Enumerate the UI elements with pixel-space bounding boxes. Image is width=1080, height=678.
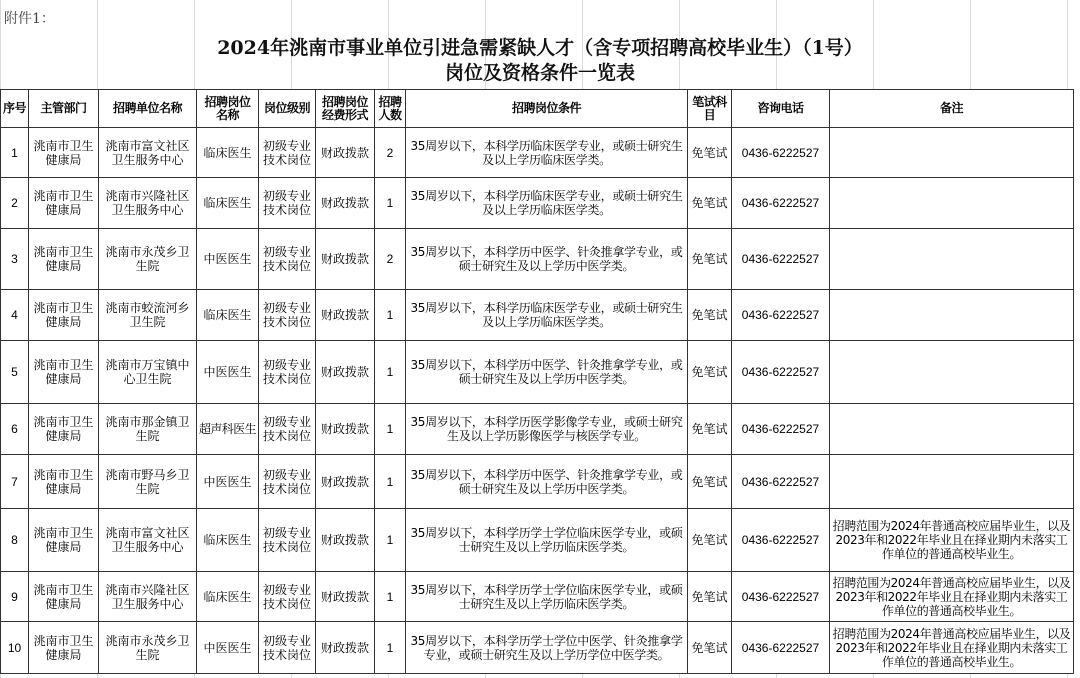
cell-count[interactable]: 1 [375,455,406,509]
cell-no[interactable]: 4 [1,290,29,341]
cell-notes[interactable] [830,178,1074,229]
header-fund[interactable]: 招聘岗位经费形式 [316,90,375,128]
cell-exam[interactable]: 免笔试 [688,622,732,674]
header-unit[interactable]: 招聘单位名称 [99,90,197,128]
cell-phone[interactable]: 0436-6222527 [732,572,830,622]
cell-conditions[interactable]: 35周岁以下，本科学历医学影像学专业，或硕士研究生及以上学历影像医学与核医学专业。 [406,404,688,455]
cell-fund[interactable]: 财政拨款 [316,455,375,509]
cell-notes[interactable] [830,341,1074,404]
cell-post[interactable]: 临床医生 [197,290,259,341]
cell-conditions[interactable]: 35周岁以下，本科学历中医学、针灸推拿学专业，或硕士研究生及以上学历中医学类。 [406,229,688,290]
cell-level[interactable]: 初级专业技术岗位 [259,404,316,455]
cell-dept[interactable]: 洮南市卫生健康局 [29,455,99,509]
cell-notes[interactable]: 招聘范围为2024年普通高校应届毕业生，以及2023年和2022年毕业且在择业期内未落实工作单位的普通高校毕业生。 [830,622,1074,674]
table-row [1,622,1074,674]
cell-fund[interactable]: 财政拨款 [316,290,375,341]
cell-notes[interactable]: 招聘范围为2024年普通高校应届毕业生，以及2023年和2022年毕业且在择业期内未落实工作单位的普通高校毕业生。 [830,572,1074,622]
cell-no[interactable]: 3 [1,229,29,290]
header-conditions[interactable]: 招聘岗位条件 [406,90,688,128]
header-exam[interactable]: 笔试科目 [688,90,732,128]
cell-no[interactable]: 1 [1,128,29,178]
cell-conditions[interactable]: 35周岁以下，本科学历中医学、针灸推拿学专业，或硕士研究生及以上学历中医学类。 [406,341,688,404]
cell-exam[interactable]: 免笔试 [688,290,732,341]
cell-post[interactable]: 中医医生 [197,341,259,404]
table-row [1,290,1074,341]
cell-unit[interactable]: 洮南市富文社区卫生服务中心 [99,128,197,178]
cell-post[interactable]: 临床医生 [197,128,259,178]
cell-phone[interactable]: 0436-6222527 [732,509,830,572]
cell-conditions[interactable]: 35周岁以下，本科学历学士学位中医学、针灸推拿学专业，或硕士研究生及以上学历学位中医学类。 [406,622,688,674]
cell-fund[interactable]: 财政拨款 [316,404,375,455]
cell-conditions[interactable]: 35周岁以下，本科学历学士学位临床医学专业，或硕士研究生及以上学历临床医学类。 [406,509,688,572]
table-row [1,455,1074,509]
cell-fund[interactable]: 财政拨款 [316,622,375,674]
document-subtitle: 岗位及资格条件一览表 [444,62,635,84]
table-row [1,509,1074,572]
cell-level[interactable]: 初级专业技术岗位 [259,622,316,674]
cell-level[interactable]: 初级专业技术岗位 [259,229,316,290]
cell-exam[interactable]: 免笔试 [688,178,732,229]
cell-unit[interactable]: 洮南市那金镇卫生院 [99,404,197,455]
cell-dept[interactable]: 洮南市卫生健康局 [29,572,99,622]
cell-phone[interactable]: 0436-6222527 [732,404,830,455]
cell-level[interactable]: 初级专业技术岗位 [259,128,316,178]
cell-dept[interactable]: 洮南市卫生健康局 [29,404,99,455]
cell-notes[interactable] [830,404,1074,455]
cell-no[interactable]: 9 [1,572,29,622]
cell-conditions[interactable]: 35周岁以下，本科学历临床医学专业，或硕士研究生及以上学历临床医学类。 [406,290,688,341]
cell-unit[interactable]: 洮南市永茂乡卫生院 [99,622,197,674]
cell-unit[interactable]: 洮南市兴隆社区卫生服务中心 [99,572,197,622]
cell-no[interactable]: 10 [1,622,29,674]
cell-fund[interactable]: 财政拨款 [316,178,375,229]
header-notes[interactable]: 备注 [830,90,1074,128]
cell-count[interactable]: 1 [375,178,406,229]
table-row [1,128,1074,178]
cell-no[interactable]: 5 [1,341,29,404]
cell-conditions[interactable]: 35周岁以下，本科学历中医学、针灸推拿学专业，或硕士研究生及以上学历中医学类。 [406,455,688,509]
cell-phone[interactable]: 0436-6222527 [732,229,830,290]
header-post[interactable]: 招聘岗位名称 [197,90,259,128]
cell-notes[interactable] [830,290,1074,341]
table-row [1,404,1074,455]
cell-level[interactable]: 初级专业技术岗位 [259,178,316,229]
cell-unit[interactable]: 洮南市万宝镇中心卫生院 [99,341,197,404]
cell-unit[interactable]: 洮南市富文社区卫生服务中心 [99,509,197,572]
cell-dept[interactable]: 洮南市卫生健康局 [29,509,99,572]
cell-fund[interactable]: 财政拨款 [316,128,375,178]
cell-notes[interactable]: 招聘范围为2024年普通高校应届毕业生，以及2023年和2022年毕业且在择业期内未落实工作单位的普通高校毕业生。 [830,509,1074,572]
cell-notes[interactable] [830,455,1074,509]
cell-exam[interactable]: 免笔试 [688,404,732,455]
cell-count[interactable]: 1 [375,341,406,404]
cell-post[interactable]: 临床医生 [197,572,259,622]
cell-conditions[interactable]: 35周岁以下，本科学历临床医学专业，或硕士研究生及以上学历临床医学类。 [406,178,688,229]
attachment-label: 附件1： [4,11,55,27]
cell-no[interactable]: 2 [1,178,29,229]
table-row [1,178,1074,229]
cell-phone[interactable]: 0436-6222527 [732,455,830,509]
cell-count[interactable]: 2 [375,128,406,178]
cell-count[interactable]: 1 [375,509,406,572]
cell-count[interactable]: 1 [375,572,406,622]
cell-count[interactable]: 1 [375,622,406,674]
table-row [1,229,1074,290]
cell-fund[interactable]: 财政拨款 [316,229,375,290]
cell-phone[interactable]: 0436-6222527 [732,178,830,229]
cell-count[interactable]: 1 [375,290,406,341]
table-header-row [1,90,1074,128]
cell-level[interactable]: 初级专业技术岗位 [259,455,316,509]
cell-no[interactable]: 6 [1,404,29,455]
cell-notes[interactable] [830,229,1074,290]
cell-no[interactable]: 8 [1,509,29,572]
cell-level[interactable]: 初级专业技术岗位 [259,290,316,341]
header-phone[interactable]: 咨询电话 [732,90,830,128]
cell-unit[interactable]: 洮南市野马乡卫生院 [99,455,197,509]
cell-fund[interactable]: 财政拨款 [316,572,375,622]
cell-exam[interactable]: 免笔试 [688,572,732,622]
cell-count[interactable]: 1 [375,404,406,455]
cell-post[interactable]: 临床医生 [197,509,259,572]
cell-count[interactable]: 2 [375,229,406,290]
cell-unit[interactable]: 洮南市永茂乡卫生院 [99,229,197,290]
cell-phone[interactable]: 0436-6222527 [732,290,830,341]
cell-exam[interactable]: 免笔试 [688,229,732,290]
cell-dept[interactable]: 洮南市卫生健康局 [29,229,99,290]
header-dept[interactable]: 主管部门 [29,90,99,128]
cell-post[interactable]: 超声科医生 [197,404,259,455]
cell-conditions[interactable]: 35周岁以下，本科学历学士学位临床医学专业，或硕士研究生及以上学历临床医学类。 [406,572,688,622]
cell-exam[interactable]: 免笔试 [688,509,732,572]
cell-no[interactable]: 7 [1,455,29,509]
cell-level[interactable]: 初级专业技术岗位 [259,509,316,572]
cell-fund[interactable]: 财政拨款 [316,341,375,404]
cell-level[interactable]: 初级专业技术岗位 [259,572,316,622]
cell-exam[interactable]: 免笔试 [688,128,732,178]
cell-dept[interactable]: 洮南市卫生健康局 [29,178,99,229]
table-row [1,572,1074,622]
cell-unit[interactable]: 洮南市蛟流河乡卫生院 [99,290,197,341]
table-row [1,341,1074,404]
cell-exam[interactable]: 免笔试 [688,341,732,404]
cell-level[interactable]: 初级专业技术岗位 [259,341,316,404]
cell-conditions[interactable]: 35周岁以下，本科学历临床医学专业，或硕士研究生及以上学历临床医学类。 [406,128,688,178]
cell-post[interactable]: 中医医生 [197,229,259,290]
cell-unit[interactable]: 洮南市兴隆社区卫生服务中心 [99,178,197,229]
cell-post[interactable]: 中医医生 [197,622,259,674]
header-level[interactable]: 岗位级别 [259,90,316,128]
cell-phone[interactable]: 0436-6222527 [732,128,830,178]
header-count[interactable]: 招聘人数 [375,90,406,128]
cell-dept[interactable]: 洮南市卫生健康局 [29,341,99,404]
document-title: 2024年洮南市事业单位引进急需紧缺人才（含专项招聘高校毕业生）（1号） [217,37,863,59]
cell-post[interactable]: 临床医生 [197,178,259,229]
header-no[interactable]: 序号 [1,90,29,128]
cell-fund[interactable]: 财政拨款 [316,509,375,572]
cell-phone[interactable]: 0436-6222527 [732,622,830,674]
positions-table [0,89,1074,674]
cell-dept[interactable]: 洮南市卫生健康局 [29,622,99,674]
cell-dept[interactable]: 洮南市卫生健康局 [29,290,99,341]
cell-dept[interactable]: 洮南市卫生健康局 [29,128,99,178]
cell-notes[interactable] [830,128,1074,178]
cell-post[interactable]: 中医医生 [197,455,259,509]
cell-phone[interactable]: 0436-6222527 [732,341,830,404]
cell-exam[interactable]: 免笔试 [688,455,732,509]
